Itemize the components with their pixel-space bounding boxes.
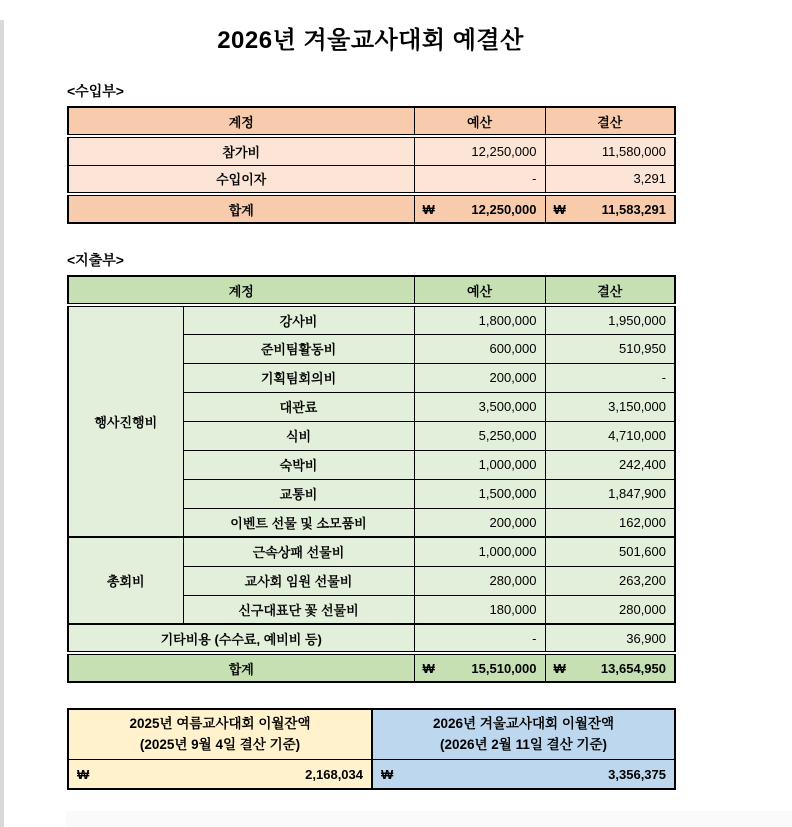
expense-total-settlement: 13,654,950 <box>600 660 666 676</box>
expense-settlement: 1,847,900 <box>545 479 675 508</box>
won-sign: ₩ <box>422 201 435 217</box>
carryover-2025-title <box>69 710 371 760</box>
expense-header-settlement: 결산 <box>545 276 675 305</box>
income-total-budget-cell <box>414 194 545 223</box>
expense-budget: 1,000,000 <box>414 450 545 479</box>
expense-total-budget-cell <box>414 653 545 682</box>
expense-account: 교통비 <box>183 479 414 508</box>
expense-total-row <box>68 653 675 682</box>
expense-settlement: 501,600 <box>545 537 675 566</box>
expense-budget: 280,000 <box>414 566 545 595</box>
income-settlement: 11,580,000 <box>545 136 675 165</box>
expense-settlement: 280,000 <box>545 595 675 624</box>
expense-budget: 3,500,000 <box>414 392 545 421</box>
expense-budget: 200,000 <box>414 508 545 537</box>
expense-table <box>67 275 676 683</box>
canvas-background <box>66 811 792 827</box>
carryover-box-2026 <box>371 708 676 790</box>
expense-misc-account: 기타비용 (수수료, 예비비 등) <box>68 624 414 653</box>
expense-budget: 1,000,000 <box>414 537 545 566</box>
won-sign: ₩ <box>553 660 566 676</box>
expense-budget: 1,500,000 <box>414 479 545 508</box>
carryover-2026-title-line2: (2026년 2월 11일 결산 기준) <box>439 737 608 752</box>
won-sign: ₩ <box>77 766 90 782</box>
expense-settlement: 242,400 <box>545 450 675 479</box>
table-row <box>68 136 675 165</box>
expense-header-row <box>68 276 675 305</box>
expense-section-label: <지출부> <box>67 252 124 268</box>
expense-total-settlement-cell <box>545 653 675 682</box>
income-header-settlement: 결산 <box>545 107 675 136</box>
expense-account: 신구대표단 꽃 선물비 <box>183 595 414 624</box>
won-sign: ₩ <box>381 766 394 782</box>
expense-settlement: 3,150,000 <box>545 392 675 421</box>
income-account: 참가비 <box>68 136 414 165</box>
expense-settlement: - <box>545 363 675 392</box>
expense-account: 숙박비 <box>183 450 414 479</box>
income-header-account: 계정 <box>68 107 414 136</box>
income-budget: 12,250,000 <box>414 136 545 165</box>
expense-budget: 5,250,000 <box>414 421 545 450</box>
expense-settlement: 263,200 <box>545 566 675 595</box>
expense-misc-settlement: 36,900 <box>545 624 675 653</box>
expense-account: 근속상패 선물비 <box>183 537 414 566</box>
expense-account: 이벤트 선물 및 소모품비 <box>183 508 414 537</box>
expense-budget: 180,000 <box>414 595 545 624</box>
carryover-2025-value-row <box>69 760 371 788</box>
income-table <box>67 106 676 224</box>
carryover-2026-title <box>373 710 674 760</box>
income-total-settlement: 11,583,291 <box>601 201 666 217</box>
expense-total-label: 합계 <box>68 653 414 682</box>
income-total-row <box>68 194 675 223</box>
expense-account: 대관료 <box>183 392 414 421</box>
income-total-budget: 12,250,000 <box>471 201 537 217</box>
expense-misc-budget: - <box>414 624 545 653</box>
table-row <box>68 165 675 194</box>
table-row <box>68 305 675 334</box>
expense-group-label: 행사진행비 <box>68 305 183 537</box>
carryover-2026-amount: 3,356,375 <box>608 766 666 782</box>
carryover-section <box>67 708 676 790</box>
carryover-2025-amount: 2,168,034 <box>305 766 363 782</box>
page-title: 2026년 겨울교사대회 예결산 <box>217 27 524 54</box>
carryover-2025-title-line1: 2025년 여름교사대회 이월잔액 <box>129 716 311 731</box>
income-settlement: 3,291 <box>545 165 675 194</box>
carryover-2025-title-line2: (2025년 9월 4일 결산 기준) <box>139 737 301 752</box>
expense-settlement: 510,950 <box>545 334 675 363</box>
expense-budget: 1,800,000 <box>414 305 545 334</box>
expense-budget: 600,000 <box>414 334 545 363</box>
won-sign: ₩ <box>422 660 435 676</box>
carryover-box-2025 <box>67 708 373 790</box>
expense-settlement: 162,000 <box>545 508 675 537</box>
expense-account: 기획팀회의비 <box>183 363 414 392</box>
expense-settlement: 4,710,000 <box>545 421 675 450</box>
document-page <box>0 20 676 790</box>
expense-misc-row <box>68 624 675 653</box>
income-account: 수입이자 <box>68 165 414 194</box>
income-budget: - <box>414 165 545 194</box>
carryover-2026-title-line1: 2026년 겨울교사대회 이월잔액 <box>433 716 614 731</box>
expense-account: 준비팀활동비 <box>183 334 414 363</box>
income-total-settlement-cell <box>545 194 675 223</box>
carryover-2026-value-row <box>373 760 674 788</box>
income-header-budget: 예산 <box>414 107 545 136</box>
income-total-label: 합계 <box>68 194 414 223</box>
expense-account: 식비 <box>183 421 414 450</box>
expense-settlement: 1,950,000 <box>545 305 675 334</box>
income-header-row <box>68 107 675 136</box>
expense-account: 교사회 임원 선물비 <box>183 566 414 595</box>
won-sign: ₩ <box>553 201 566 217</box>
expense-account: 강사비 <box>183 305 414 334</box>
expense-group-label: 총회비 <box>68 537 183 624</box>
expense-header-account: 계정 <box>68 276 414 305</box>
income-section-label: <수입부> <box>67 83 124 99</box>
expense-budget: 200,000 <box>414 363 545 392</box>
expense-header-budget: 예산 <box>414 276 545 305</box>
expense-total-budget: 15,510,000 <box>471 660 537 676</box>
table-row <box>68 537 675 566</box>
